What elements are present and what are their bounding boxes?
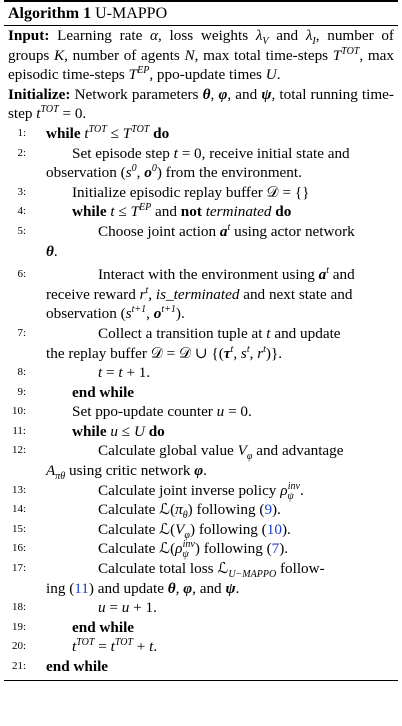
line-8: 8: t = t + 1. xyxy=(8,363,398,383)
line-number: 6: xyxy=(17,268,26,281)
line-16: 16: Calculate $ℒ(\rho_\psi^{inv})$ following (7). xyxy=(8,539,398,559)
line-4: 4: while $t \le T^{EP}$ and not terminated do xyxy=(8,202,398,222)
line-19: 19: end while xyxy=(8,618,398,638)
line-5: 5: Choose joint action $a^t$ using actor network θ. xyxy=(8,222,398,261)
line-number: 2: xyxy=(17,146,26,159)
line-17: 17: Calculate total loss ℒ$_{U-MAPPO}$ follow- ing (11) and update θ, φ, and ψ. xyxy=(8,559,398,598)
algorithm-title xyxy=(4,2,398,25)
line-number: 4: xyxy=(17,205,26,218)
initialize-paragraph: Initialize: Network parameters θ, φ, and ψ, total running time-step $t^{TOT} = 0$. xyxy=(8,85,394,123)
line-number: 19: xyxy=(11,620,26,633)
line-number: 3: xyxy=(17,185,26,198)
algorithm-body xyxy=(4,26,398,677)
line-10: 10: Set ppo-update counter u = 0. xyxy=(8,402,398,422)
line-15: 15: Calculate $ℒ(V_\varphi)$ following (10). xyxy=(8,520,398,540)
line-number: 15: xyxy=(11,522,26,535)
initialize-label: Initialize: xyxy=(8,85,71,103)
eq-ref-11[interactable]: 11 xyxy=(74,579,89,597)
line-14: 14: Calculate $ℒ(\pi_\theta)$ following (9). xyxy=(8,500,398,520)
line-number: 7: xyxy=(17,326,26,339)
line-2: 2: Set episode step t = 0, receive initial state and observation ($s^0$, $o^0$) from the environment. xyxy=(8,144,398,183)
line-number: 9: xyxy=(17,385,26,398)
line-number: 11: xyxy=(12,424,26,437)
line-number: 18: xyxy=(11,601,26,614)
line-1: 1: while $t^{TOT} \le T^{TOT}$ do xyxy=(8,124,398,144)
input-label: Input: xyxy=(8,27,50,44)
line-6: 6: Interact with the environment using $a^t$ and receive reward $r^t$, is_terminated and next state and observation ($s^{t+1}$, $o^{t+1}$). xyxy=(8,265,398,324)
line-number: 14: xyxy=(11,503,26,516)
bottom-rule xyxy=(4,680,398,681)
line-number: 1: xyxy=(17,126,26,139)
line-number: 13: xyxy=(11,483,26,496)
algorithm-label: Algorithm 1 xyxy=(8,5,92,22)
algorithm-box xyxy=(4,0,398,681)
line-number: 12: xyxy=(11,444,26,457)
eq-ref-9[interactable]: 9 xyxy=(264,501,273,519)
line-number: 5: xyxy=(17,224,26,237)
line-11: 11: while u ≤ U do xyxy=(8,422,398,442)
line-20: 20: $t^{TOT} = t^{TOT} + t$. xyxy=(8,637,398,657)
line-21: 21: end while xyxy=(8,657,398,677)
line-number: 20: xyxy=(11,640,26,653)
line-number: 21: xyxy=(11,660,26,672)
algorithm-name: U-MAPPO xyxy=(95,5,168,22)
line-number: 16: xyxy=(11,542,26,555)
line-number: 17: xyxy=(11,562,26,575)
line-18: 18: u = u + 1. xyxy=(8,598,398,618)
input-paragraph: Input: Learning rate α, loss weights $\lambda_V$ and $\lambda_I$, number of groups K, number of agents N, max total time-steps $T^{TOT}$, max episodic time-steps $T^{EP}$, ppo-update times U. xyxy=(8,27,394,84)
line-number: 8: xyxy=(17,366,26,379)
line-12: 12: Calculate global value $V_\varphi$ and advantage $A_{\pi\theta}$ using critic network φ. xyxy=(8,441,398,480)
line-13: 13: Calculate joint inverse policy $\rho_\psi^{inv}$. xyxy=(8,481,398,501)
eq-ref-7[interactable]: 7 xyxy=(271,540,280,558)
line-7: 7: Collect a transition tuple at t and update the replay buffer 𝒟 = 𝒟 ∪ {($\tau^t$, $s^t$, $r^t$)}. xyxy=(8,324,398,363)
line-9: 9: end while xyxy=(8,383,398,403)
eq-ref-10[interactable]: 10 xyxy=(266,520,282,538)
line-number: 10: xyxy=(11,405,26,418)
line-3: 3: Initialize episodic replay buffer 𝒟 = {} xyxy=(8,183,398,203)
